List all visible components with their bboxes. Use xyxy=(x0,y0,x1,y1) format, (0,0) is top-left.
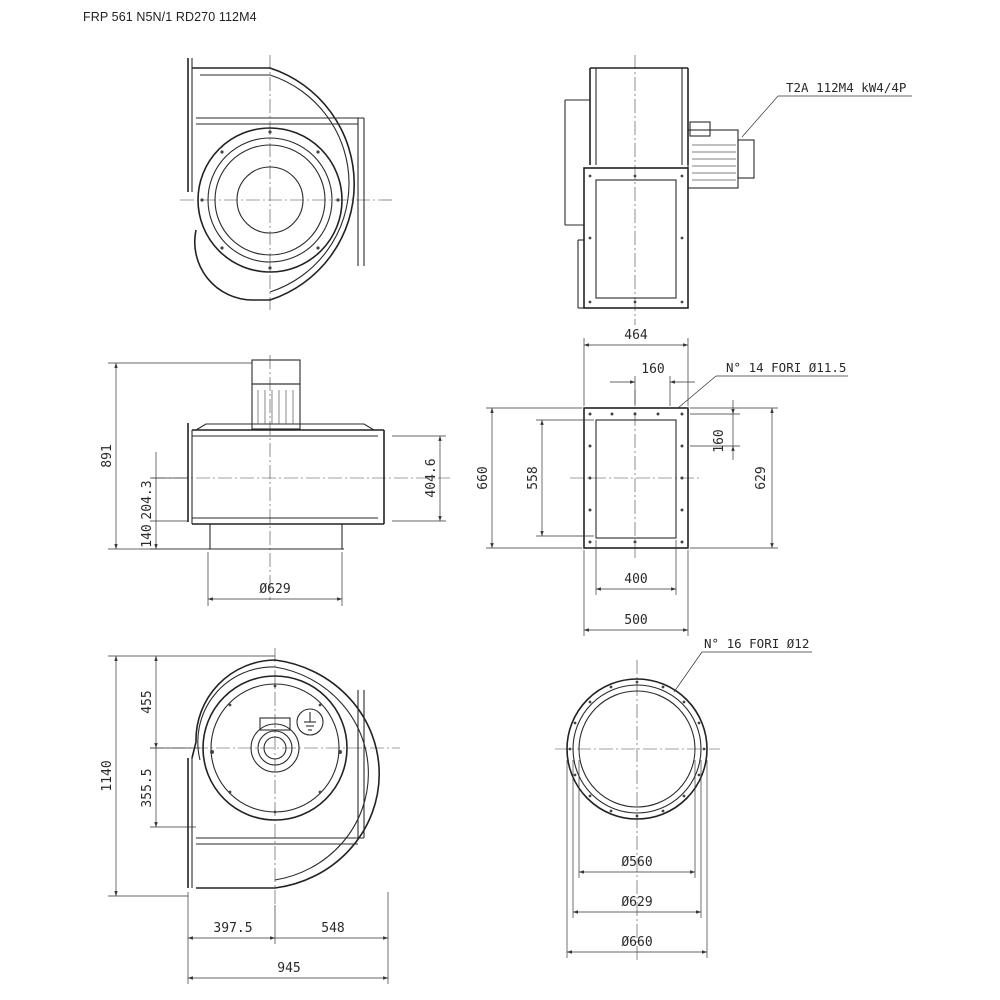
dim-front-right: 548 xyxy=(321,921,345,936)
dim-hole-pitch-v: 160 xyxy=(712,429,727,453)
dim-flange-width: 500 xyxy=(624,613,648,628)
note-holes-outlet: N° 14 FORI Ø11.5 xyxy=(726,360,847,375)
dim-inlet-d-outer: Ø660 xyxy=(621,935,653,950)
dim-outlet-outer-width: 464 xyxy=(624,328,648,343)
side-view-middle-left xyxy=(100,355,450,606)
dim-outlet-outer-height: 660 xyxy=(476,466,491,490)
housing-view-top-left xyxy=(180,55,395,310)
dim-front-width-total: 945 xyxy=(277,961,301,976)
dim-hole-pitch-h: 160 xyxy=(641,362,665,377)
dim-inlet-diameter: Ø629 xyxy=(259,582,291,597)
dim-front-height-total: 1140 xyxy=(100,760,115,792)
dim-side-h2: 140 xyxy=(140,524,155,548)
side-view-top-right xyxy=(565,55,912,325)
dim-flange-height: 629 xyxy=(754,466,769,490)
inlet-ring-view xyxy=(555,636,812,960)
dim-height-total: 891 xyxy=(100,444,115,468)
dim-outlet-inner-width: 400 xyxy=(624,572,648,587)
dim-front-lower: 355.5 xyxy=(140,768,155,808)
dim-inlet-d-mid: Ø629 xyxy=(621,895,653,910)
note-holes-inlet: N° 16 FORI Ø12 xyxy=(704,636,810,651)
note-motor: T2A 112M4 kW4/4P xyxy=(786,80,907,95)
page-title: FRP 561 N5N/1 RD270 112M4 xyxy=(83,10,257,24)
outlet-flange-view xyxy=(476,328,848,636)
dim-front-left: 397.5 xyxy=(213,921,253,936)
dim-front-upper: 455 xyxy=(140,690,155,714)
dim-impeller-width: 404.6 xyxy=(424,458,439,498)
dim-inlet-d-inner: Ø560 xyxy=(621,855,653,870)
dim-side-h1: 204.3 xyxy=(140,480,155,520)
front-view-bottom-left xyxy=(100,648,400,984)
dim-outlet-inner-height: 558 xyxy=(526,466,541,490)
